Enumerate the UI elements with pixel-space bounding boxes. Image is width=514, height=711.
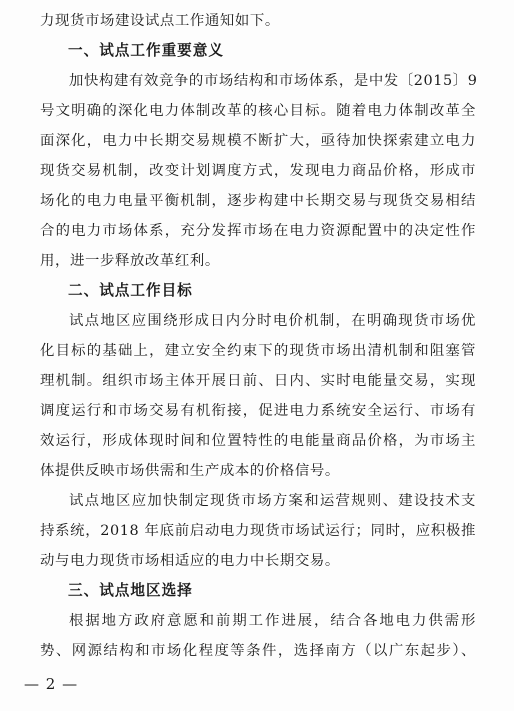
paragraph-line: 号文明确的深化电力体制改革的核心目标。随着电力体制改革全	[40, 103, 476, 119]
paragraph-line: 场化的电力电量平衡机制，逐步构建中长期交易与现货交易相结	[40, 193, 476, 209]
paragraph-line: 动与电力现货市场相适应的电力中长期交易。	[40, 553, 340, 569]
paragraph-line: 持系统，2018 年底前启动电力现货市场试运行；同时，应积极推	[40, 523, 476, 539]
paragraph-line: 化目标的基础上，建立安全约束下的现货市场出清机制和阻塞管	[40, 343, 476, 359]
paragraph-line: 试点地区应围绕形成日内分时电价机制，在明确现货市场优	[69, 313, 476, 329]
page-number: — 2 —	[24, 675, 79, 693]
section-heading-significance: 一、试点工作重要意义	[68, 42, 224, 59]
intro-closing-line: 力现货市场建设试点工作通知如下。	[40, 13, 280, 29]
document-body	[40, 6, 476, 666]
paragraph-line: 效运行，形成体现时间和位置特性的电能量商品价格，为市场主	[40, 433, 476, 449]
paragraph-line: 合的电力市场体系，充分发挥市场在电力资源配置中的决定性作	[40, 223, 476, 239]
paragraph-line: 用，进一步释放改革红利。	[40, 253, 220, 269]
paragraph-line: 加快构建有效竞争的市场结构和市场体系，是中发〔2015〕9	[69, 73, 478, 89]
paragraph-line: 面深化，电力中长期交易规模不断扩大，亟待加快探索建立电力	[40, 133, 476, 149]
paragraph-line: 理机制。组织市场主体开展日前、日内、实时电能量交易，实现	[40, 373, 476, 389]
paragraph-line: 体提供反映市场供需和生产成本的价格信号。	[40, 463, 340, 479]
paragraph-line: 调度运行和市场交易有机衔接，促进电力系统安全运行、市场有	[40, 403, 476, 419]
section-heading-goals: 二、试点工作目标	[68, 282, 193, 299]
section-heading-region-selection: 三、试点地区选择	[68, 582, 193, 599]
paragraph-line: 根据地方政府意愿和前期工作进展，结合各地电力供需形	[69, 613, 476, 629]
paragraph-line: 试点地区应加快制定现货市场方案和运营规则、建设技术支	[69, 493, 476, 509]
paragraph-line: 现货交易机制，改变计划调度方式，发现电力商品价格，形成市	[40, 163, 476, 179]
paragraph-line: 势、网源结构和市场化程度等条件，选择南方（以广东起步）、	[40, 643, 476, 659]
